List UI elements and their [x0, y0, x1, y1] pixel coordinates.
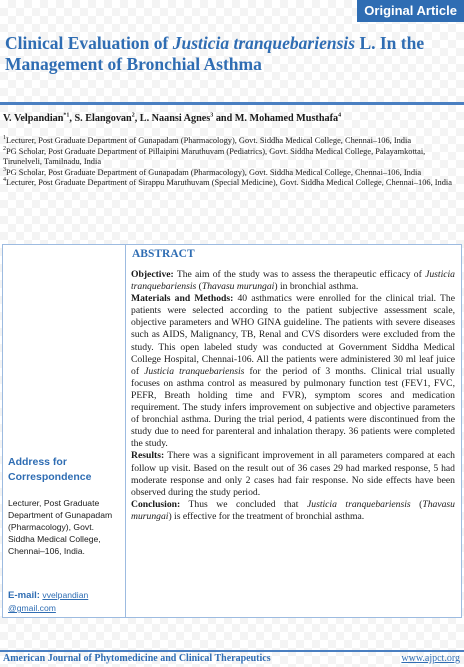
author-3: , L. Naansi Agnes: [134, 113, 211, 124]
affiliation-2-text: PG Scholar, Post Graduate Department of Pillaipini Maruthuvam (Pediatrics), Govt. Siddha Medical College, Palayamkottai, Tirunelveli, Tamilnadu, India: [3, 146, 426, 167]
methods-label: Materials and Methods:: [131, 293, 234, 305]
correspondence-address: Lecturer, Post Graduate Department of Gunapadam (Pharmacology), Govt. Siddha Medical College, Chennai–106, India.: [8, 498, 113, 556]
title-species: Justicia tranquebariensis: [172, 33, 356, 53]
abstract-conclusion: [131, 499, 455, 523]
affiliation-1: [3, 136, 459, 147]
affiliation-3-text: PG Scholar, Post Graduate Department of Gunapadam (Pharmacology), Govt. Siddha Medical College, Chennai–106, India: [6, 167, 422, 177]
affiliation-4: [3, 178, 459, 189]
article-type-badge: Original Article: [357, 0, 464, 22]
affiliation-3: [3, 168, 459, 179]
affiliation-4-sup: 4: [3, 177, 6, 184]
results-text: There was a significant improvement in all parameters compared at each follow up visit. Based on the result out of 36 cases 29 had marked response, 5 had moderate response and only 2 cases had fair response. No side effects have been observed during the study period.: [131, 450, 455, 498]
author-list: [3, 112, 461, 125]
journal-name: American Journal of Phytomedicine and Clinical Therapeutics: [3, 653, 271, 664]
objective-text-3: ) in bronchial asthma.: [274, 281, 359, 293]
correspondence-email: [8, 589, 122, 614]
author-1-sup: *1: [63, 112, 70, 119]
objective-vernacular: Thavasu murungai: [201, 281, 275, 293]
correspondence-panel: [2, 244, 126, 618]
methods-text-1: 40 asthmatics were enrolled for the clinical trial. The patients were selected according to the patient subjective assessment scale, objective parameters and WHO GINA guideline. The patients with severe diseases such as AIDS, Malignancy, TB, Renal and CVS disorders were excluded from the study. This open labeled study was conducted at Government Siddha Medical College Hospital, Chennai-106. All the patients were administered 30 ml leaf juice of: [131, 293, 455, 377]
affiliation-4-text: Lecturer, Post Graduate Department of Sirappu Maruthuvam (Special Medicine), Govt. Siddha Medical College, Chennai–106, India: [6, 178, 452, 188]
methods-text-2: for the period of 3 months. Clinical trial usually focuses on asthma control as measured by pulmonary function test (FEV1, FVC, PEFR, Breath holding time and FVR), symptom scores and medication requirement. The study infers improvement on subjective and objective parameters of bronchial asthma. During the trial period, 4 patients were discontinued from the study due to need for parenteral and inhalation therapy. 36 patients were completed the study.: [131, 365, 455, 450]
correspondence-heading: Address for Correspondence: [8, 456, 92, 483]
article-title: [5, 33, 459, 75]
abstract-methods: [131, 293, 455, 450]
conclusion-label: Conclusion:: [131, 498, 181, 510]
objective-label: Objective:: [131, 269, 174, 280]
conclusion-text-1: Thus we concluded that: [180, 498, 307, 510]
affiliation-1-text: Lecturer, Post Graduate Department of Gunapadam (Pharmacology), Govt. Siddha Medical College, Chennai–106, India: [6, 136, 412, 145]
affiliation-2-sup: 2: [3, 145, 6, 152]
abstract-body: [131, 269, 455, 523]
abstract-objective: [131, 269, 455, 293]
title-divider: [0, 102, 464, 105]
journal-url[interactable]: www.ajpct.org: [401, 653, 460, 664]
email-link[interactable]: vvelpandian @gmail.com: [8, 590, 89, 613]
author-2-sup: 2: [131, 112, 135, 119]
author-3-sup: 3: [210, 112, 214, 119]
author-4-sup: 4: [338, 112, 342, 119]
author-2: , S. Elangovan: [69, 113, 132, 124]
conclusion-species: Justicia tranquebariensis: [306, 498, 411, 510]
abstract-heading: ABSTRACT: [132, 248, 195, 260]
conclusion-text-3: ) is effective for the treatment of bronchial asthma.: [168, 510, 365, 522]
conclusion-text-2: (: [410, 498, 423, 510]
affiliation-1-sup: 1: [3, 135, 6, 142]
objective-species: Justicia tranquebariensis: [131, 269, 455, 293]
conclusion-vernacular: Thavasu murungai: [131, 498, 455, 522]
objective-text-2: (: [196, 281, 202, 293]
email-label: E-mail:: [8, 590, 40, 601]
title-part-1: Clinical Evaluation of: [5, 33, 173, 53]
title-part-2: L. In the Management of Bronchial Asthma: [5, 33, 425, 74]
affiliation-3-sup: 3: [3, 166, 6, 173]
author-1: V. Velpandian: [3, 113, 64, 124]
affiliation-2: [3, 147, 459, 168]
footer-divider: [0, 650, 464, 652]
results-label: Results:: [131, 450, 165, 462]
objective-text-1: The aim of the study was to assess the therapeutic efficacy of: [173, 269, 426, 280]
affiliations: [3, 136, 459, 189]
methods-species: Justicia tranquebariensis: [144, 365, 245, 377]
abstract-results: [131, 450, 455, 498]
author-4: and M. Mohamed Musthafa: [213, 113, 339, 124]
